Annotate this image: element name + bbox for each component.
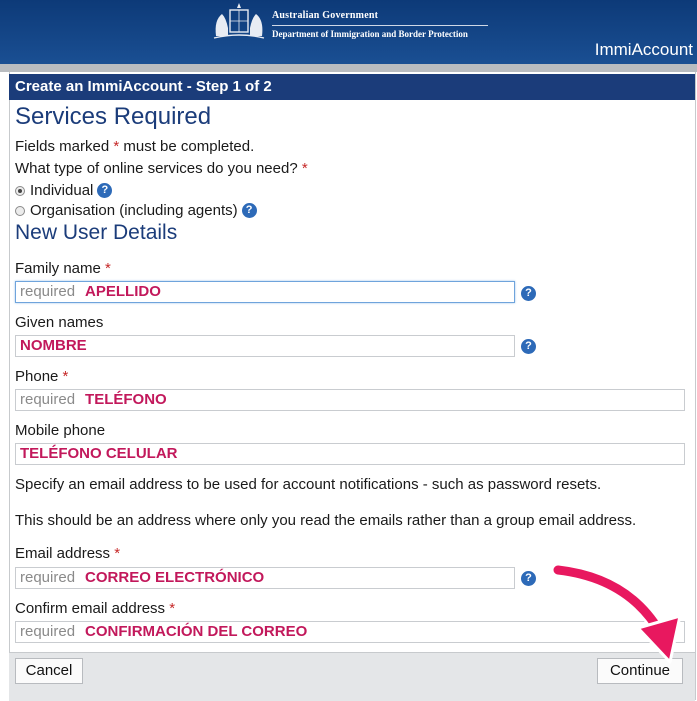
help-icon[interactable]: ?	[242, 203, 257, 218]
family-name-label: Family name *	[15, 260, 111, 277]
new-user-heading: New User Details	[15, 221, 178, 244]
annotation-text: TELÉFONO	[85, 391, 167, 408]
help-icon[interactable]: ?	[521, 339, 536, 354]
given-names-label: Given names	[15, 314, 104, 331]
fields-marked-note: Fields marked * must be completed.	[15, 138, 255, 155]
header-banner	[0, 0, 697, 64]
mobile-phone-input[interactable]	[15, 443, 685, 465]
email-input[interactable]: required CORREO ELECTRÓNICO	[15, 567, 515, 589]
confirm-email-label: Confirm email address *	[15, 600, 176, 617]
annotation-text: APELLIDO	[85, 283, 161, 300]
email-info-text: Specify an email address to be used for account notifications - such as password resets.	[15, 476, 602, 493]
family-name-input[interactable]: required APELLIDO	[15, 281, 515, 303]
annotation-text: TELÉFONO CELULAR	[20, 445, 178, 462]
services-heading: Services Required	[15, 103, 212, 130]
radio-individual[interactable]	[15, 182, 112, 199]
gov-title: Australian Government	[272, 10, 379, 21]
radio-organisation[interactable]	[15, 202, 257, 219]
radio-organisation-label: Organisation (including agents)	[30, 202, 238, 219]
radio-individual-label: Individual	[30, 182, 94, 199]
coat-of-arms-icon	[210, 2, 268, 42]
email-info-text-2: This should be an address where only you read the emails rather than a group email address.	[15, 512, 637, 529]
cancel-button[interactable]: Cancel	[15, 658, 83, 684]
app-name: ImmiAccount	[594, 40, 693, 59]
radio-button-selected[interactable]	[15, 186, 25, 196]
annotation-text: NOMBRE	[20, 337, 87, 354]
radio-button[interactable]	[15, 206, 25, 216]
gov-divider	[272, 25, 488, 26]
confirm-email-input[interactable]: required CONFIRMACIÓN DEL CORREO	[15, 621, 685, 643]
department-name: Department of Immigration and Border Protection	[272, 29, 468, 39]
header-strip	[0, 64, 697, 72]
mobile-phone-label: Mobile phone	[15, 422, 106, 439]
annotation-text: CORREO ELECTRÓNICO	[85, 569, 265, 586]
required-mark: *	[113, 138, 120, 155]
annotation-text: CONFIRMACIÓN DEL CORREO	[85, 623, 308, 640]
phone-label: Phone *	[15, 368, 69, 385]
step-bar: Create an ImmiAccount - Step 1 of 2	[9, 74, 695, 100]
phone-input[interactable]: required TELÉFONO	[15, 389, 685, 411]
service-type-question: What type of online services do you need? *	[15, 160, 308, 177]
help-icon[interactable]: ?	[521, 571, 536, 586]
pointer-arrow-icon	[548, 560, 697, 670]
given-names-input[interactable]	[15, 335, 515, 357]
continue-button[interactable]: Continue	[597, 658, 683, 684]
help-icon[interactable]: ?	[97, 183, 112, 198]
email-label: Email address *	[15, 545, 121, 562]
help-icon[interactable]: ?	[521, 286, 536, 301]
